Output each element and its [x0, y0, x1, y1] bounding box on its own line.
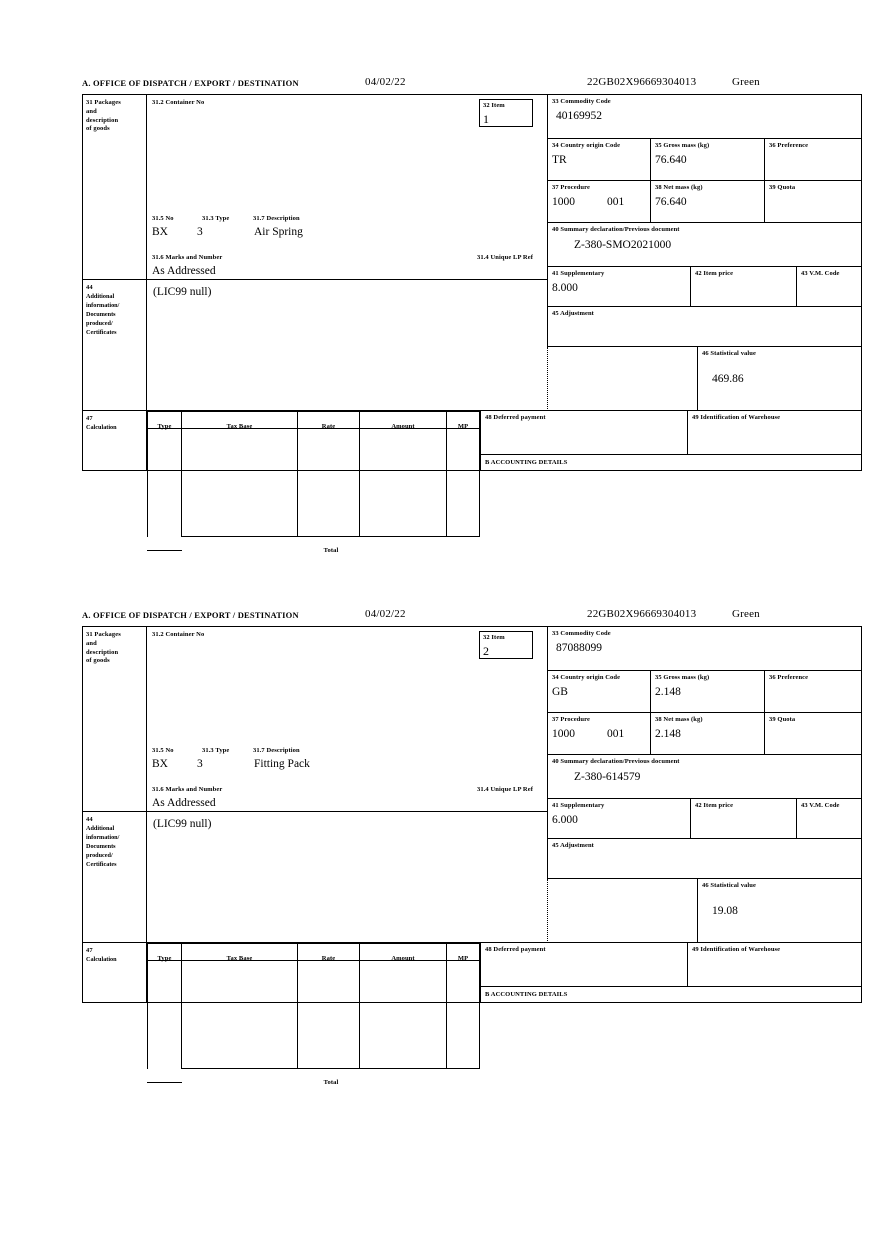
deferred-payment-cell	[480, 411, 688, 455]
calc-total-label-2: Total	[323, 1079, 339, 1086]
procedure-additional-value-2: 001	[607, 727, 625, 740]
quota-cell-2	[765, 713, 861, 755]
lane-status: Green	[732, 76, 760, 88]
additional-info-l3: Documents	[86, 310, 116, 318]
additional-info-2-l2: information/	[86, 833, 120, 841]
calculation-num: 47	[86, 415, 93, 422]
deferred-payment-label-2: 48 Deferred payment	[485, 946, 546, 953]
declaration-date: 04/02/22	[365, 76, 406, 88]
summary-declaration-value: Z-380-SMO2021000	[574, 238, 672, 251]
additional-info-label-cell-2	[83, 812, 147, 943]
additional-info-l2: information/	[86, 301, 120, 309]
item-number-value: 1	[483, 111, 489, 126]
calc-header-rate: Rate	[298, 411, 360, 429]
calc-header-tax-base-2: Tax Base	[182, 943, 298, 961]
vm-code-label: 43 V.M. Code	[801, 270, 840, 277]
additional-info-label-cell	[83, 280, 147, 411]
calc-col-amount-2	[360, 961, 447, 1069]
calc-col-rate-2	[298, 961, 360, 1069]
summary-declaration-value-2: Z-380-614579	[574, 770, 641, 783]
item-price-label: 42 Item price	[695, 270, 734, 277]
packages-description-value: Air Spring	[254, 226, 303, 238]
calc-col-type-ext	[147, 429, 182, 551]
lane-status-2: Green	[732, 608, 760, 620]
packages-label-2-l4: of goods	[86, 657, 110, 665]
item-number-value-2: 2	[483, 643, 489, 658]
calculation-label-cell-2	[83, 943, 147, 1002]
country-origin-value-2: GB	[552, 685, 568, 698]
packages-no-label-2: 31.5 No	[152, 747, 174, 754]
warehouse-identification-cell	[688, 411, 861, 455]
quota-label: 39 Quota	[769, 184, 796, 191]
customs-declaration-item-2	[82, 608, 862, 1086]
packages-bottom-divider-2	[83, 627, 547, 812]
packages-label-l2: and	[86, 107, 97, 115]
packages-type-value-2: 3	[197, 758, 203, 770]
packages-label-2-l2: and	[86, 639, 97, 647]
vm-code-cell-2	[797, 799, 861, 839]
form-header-1	[82, 78, 862, 94]
gross-mass-label-2: 35 Gross mass (kg)	[655, 674, 710, 681]
country-origin-cell-2	[547, 671, 651, 713]
additional-info-2-l5: Certificates	[86, 860, 117, 868]
summary-declaration-cell	[547, 223, 861, 267]
country-origin-label: 34 Country origin Code	[552, 142, 621, 149]
statistical-value-label-2: 46 Statistical value	[702, 882, 756, 889]
commodity-code-label-2: 33 Commodity Code	[552, 630, 611, 637]
marks-value-2: As Addressed	[152, 797, 216, 809]
summary-declaration-label-2: 40 Summary declaration/Previous document	[552, 758, 680, 765]
supplementary-value: 8.000	[552, 281, 578, 294]
preference-cell	[765, 139, 861, 181]
procedure-label: 37 Procedure	[552, 184, 590, 191]
warehouse-identification-cell-2	[688, 943, 861, 987]
calc-col-rate	[298, 429, 360, 537]
calc-col-mp-2	[447, 961, 480, 1069]
item-price-label-2: 42 Item price	[695, 802, 734, 809]
additional-info-2-l4: produced/	[86, 851, 113, 859]
additional-info-num-2: 44	[86, 816, 93, 823]
calculation-label-cell	[83, 411, 147, 470]
additional-info-value-2: (LIC99 null)	[153, 818, 212, 830]
gross-mass-value-2: 2.148	[655, 685, 681, 698]
supplementary-cell-2	[547, 799, 691, 839]
calc-header-type: Type	[147, 411, 182, 429]
packages-type-label-2: 31.3 Type	[202, 747, 230, 754]
unique-lp-ref-label-2: 31.4 Unique LP Ref	[477, 786, 533, 793]
warehouse-identification-label: 49 Identification of Warehouse	[692, 414, 781, 421]
procedure-value: 1000	[552, 195, 575, 208]
adjustment-label: 45 Adjustment	[552, 310, 594, 317]
calc-header-amount-2: Amount	[360, 943, 447, 961]
item-price-cell-2	[691, 799, 797, 839]
procedure-cell	[547, 181, 651, 223]
calc-header-type-2: Type	[147, 943, 182, 961]
marks-value: As Addressed	[152, 265, 216, 277]
statistical-value-amount: 469.86	[712, 372, 744, 385]
section-a-label: A. OFFICE OF DISPATCH / EXPORT / DESTINATION	[82, 78, 299, 88]
packages-description-label: 31.7 Description	[253, 215, 300, 222]
packages-label-l3: description	[86, 116, 119, 124]
statistical-left-filler-2	[547, 879, 697, 943]
packages-bottom-divider	[83, 95, 547, 280]
customs-declaration-item-1	[82, 76, 862, 554]
accounting-details-cell	[480, 455, 861, 470]
deferred-payment-cell-2	[480, 943, 688, 987]
gross-mass-label: 35 Gross mass (kg)	[655, 142, 710, 149]
summary-declaration-label: 40 Summary declaration/Previous document	[552, 226, 680, 233]
calculation-label: Calculation	[86, 423, 117, 431]
commodity-code-label: 33 Commodity Code	[552, 98, 611, 105]
packages-label-2-l1: 31 Packages	[86, 631, 121, 638]
packages-description-value-2: Fitting Pack	[254, 758, 310, 770]
container-no-label: 31.2 Container No	[152, 99, 205, 106]
supplementary-cell	[547, 267, 691, 307]
net-mass-value-2: 2.148	[655, 727, 681, 740]
summary-declaration-cell-2	[547, 755, 861, 799]
statistical-value-label: 46 Statistical value	[702, 350, 756, 357]
packages-no-value: BX	[152, 226, 168, 238]
accounting-details-label-2: B ACCOUNTING DETAILS	[485, 991, 568, 998]
movement-reference-number-2: 22GB02X96669304013	[587, 608, 697, 620]
quota-cell	[765, 181, 861, 223]
additional-info-l4: produced/	[86, 319, 113, 327]
vm-code-cell	[797, 267, 861, 307]
calc-header-amount: Amount	[360, 411, 447, 429]
country-origin-cell	[547, 139, 651, 181]
commodity-code-value-2: 87088099	[556, 641, 602, 654]
accounting-details-label: B ACCOUNTING DETAILS	[485, 459, 568, 466]
additional-info-l5: Certificates	[86, 328, 117, 336]
adjustment-label-2: 45 Adjustment	[552, 842, 594, 849]
preference-label: 36 Preference	[769, 142, 809, 149]
packages-label-2-l3: description	[86, 648, 119, 656]
additional-info-value: (LIC99 null)	[153, 286, 212, 298]
additional-info-cell-2	[147, 812, 547, 943]
commodity-code-cell	[547, 95, 861, 139]
net-mass-label: 38 Net mass (kg)	[655, 184, 703, 191]
packages-label-l4: of goods	[86, 125, 110, 133]
item-number-label-2: 32 Item	[483, 634, 505, 641]
net-mass-cell	[651, 181, 765, 223]
net-mass-label-2: 38 Net mass (kg)	[655, 716, 703, 723]
supplementary-label: 41 Supplementary	[552, 270, 605, 277]
packages-description-label-2: 31.7 Description	[253, 747, 300, 754]
calc-header-tax-base: Tax Base	[182, 411, 298, 429]
country-origin-value: TR	[552, 153, 567, 166]
procedure-cell-2	[547, 713, 651, 755]
calc-col-tax-base-2	[182, 961, 298, 1069]
marks-label: 31.6 Marks and Number	[152, 254, 223, 261]
declaration-date-2: 04/02/22	[365, 608, 406, 620]
calc-header-mp: MP	[447, 411, 480, 429]
warehouse-identification-label-2: 49 Identification of Warehouse	[692, 946, 781, 953]
section-a-label-2: A. OFFICE OF DISPATCH / EXPORT / DESTINATION	[82, 610, 299, 620]
form-header-2	[82, 610, 862, 626]
additional-info-2-l3: Documents	[86, 842, 116, 850]
statistical-value-cell-2	[697, 879, 861, 943]
vm-code-label-2: 43 V.M. Code	[801, 802, 840, 809]
statistical-value-amount-2: 19.08	[712, 904, 738, 917]
supplementary-value-2: 6.000	[552, 813, 578, 826]
calc-col-tax-base	[182, 429, 298, 537]
commodity-code-cell-2	[547, 627, 861, 671]
statistical-value-cell	[697, 347, 861, 411]
marks-label-2: 31.6 Marks and Number	[152, 786, 223, 793]
item-number-label: 32 Item	[483, 102, 505, 109]
packages-no-label: 31.5 No	[152, 215, 174, 222]
calc-header-mp-2: MP	[447, 943, 480, 961]
calc-total-row	[182, 537, 480, 554]
calculation-label-2: Calculation	[86, 955, 117, 963]
movement-reference-number: 22GB02X96669304013	[587, 76, 697, 88]
additional-info-num: 44	[86, 284, 93, 291]
accounting-details-cell-2	[480, 987, 861, 1002]
item-price-cell	[691, 267, 797, 307]
container-no-label-2: 31.2 Container No	[152, 631, 205, 638]
calc-total-row-2	[182, 1069, 480, 1086]
gross-mass-cell-2	[651, 671, 765, 713]
deferred-payment-label: 48 Deferred payment	[485, 414, 546, 421]
adjustment-cell-2	[547, 839, 861, 879]
commodity-code-value: 40169952	[556, 109, 602, 122]
packages-no-value-2: BX	[152, 758, 168, 770]
unique-lp-ref-label: 31.4 Unique LP Ref	[477, 254, 533, 261]
gross-mass-value: 76.640	[655, 153, 687, 166]
additional-info-2-l1: Additional	[86, 824, 115, 832]
net-mass-cell-2	[651, 713, 765, 755]
country-origin-label-2: 34 Country origin Code	[552, 674, 621, 681]
supplementary-label-2: 41 Supplementary	[552, 802, 605, 809]
preference-label-2: 36 Preference	[769, 674, 809, 681]
additional-info-l1: Additional	[86, 292, 115, 300]
procedure-label-2: 37 Procedure	[552, 716, 590, 723]
quota-label-2: 39 Quota	[769, 716, 796, 723]
calc-col-type-ext-2	[147, 961, 182, 1083]
net-mass-value: 76.640	[655, 195, 687, 208]
declaration-box-2	[82, 626, 862, 1086]
calculation-num-2: 47	[86, 947, 93, 954]
declaration-box-1	[82, 94, 862, 554]
packages-type-label: 31.3 Type	[202, 215, 230, 222]
procedure-additional-value: 001	[607, 195, 625, 208]
calc-header-rate-2: Rate	[298, 943, 360, 961]
additional-info-cell	[147, 280, 547, 411]
preference-cell-2	[765, 671, 861, 713]
calc-total-label: Total	[323, 547, 339, 554]
gross-mass-cell	[651, 139, 765, 181]
statistical-left-filler	[547, 347, 697, 411]
calc-col-mp	[447, 429, 480, 537]
procedure-value-2: 1000	[552, 727, 575, 740]
packages-label-l1: 31 Packages	[86, 99, 121, 106]
calc-col-amount	[360, 429, 447, 537]
adjustment-cell	[547, 307, 861, 347]
packages-type-value: 3	[197, 226, 203, 238]
